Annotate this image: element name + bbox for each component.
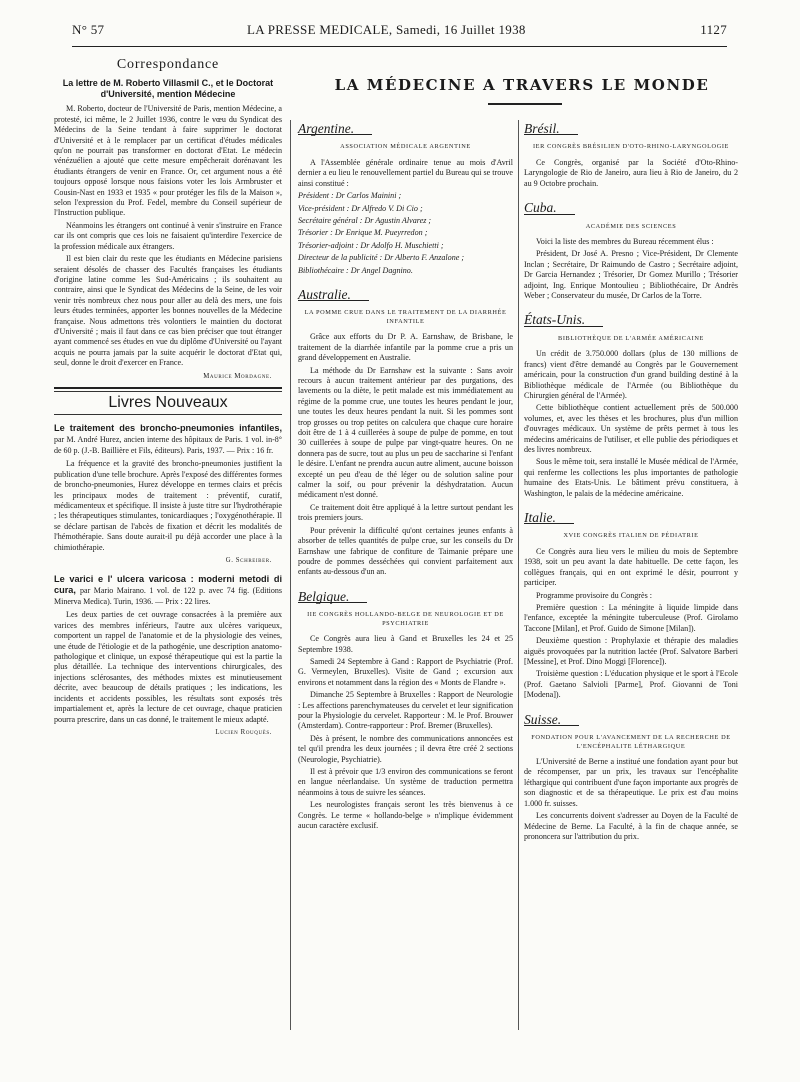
member-line: Vice-président : Dr Alfredo V. Di Cio ;: [298, 203, 423, 213]
paragraph: Ce Congrès aura lieu à Gand et Bruxelles les 24 et 25 Septembre 1938.: [298, 634, 513, 654]
paragraph: Les concurrents doivent s'adresser au Doyen de la Faculté de Médecine de Berne. La Faculté, à la fin de chaque année, se prononcera sur l'attribution du prix.: [524, 811, 738, 841]
paragraph: La fréquence et la gravité des broncho-pneumonies justifient la publication d'une telle brochure. Après l'exposé des différentes formes de broncho-pneumonies, Hurez développe en termes clairs et précis les principaux modes de traitement : préventif, curatif, médicamenteux et spécifique. Il insiste à juste titre sur l'hydrothérapie ; les thérapeutiques stimulantes, tonicardiaques ; l'oxygénothérapie. Il se déclare partisan de l'abcès de fixation et décrit les modalités de l'hémothérapie. Sans doute aurait-il pu déjà accorder une place à la chimiothérapie.: [54, 459, 282, 552]
middle-column: [298, 120, 513, 833]
header-rule: [72, 46, 727, 47]
journal-title: LA PRESSE MEDICALE, Samedi, 16 Juillet 1938: [247, 22, 526, 37]
paragraph: Dès à présent, le nombre des communications annoncées est tel qu'il prendra les deux journées ; il devra être créé 2 sections (Neurologie, Psychiatrie).: [298, 733, 513, 764]
member-line: Secrétaire général : Dr Agustin Alvarez ;: [298, 215, 432, 225]
paragraph: Ce Congrès, organisé par la Société d'Oto-Rhino-Laryngologie de Rio de Janeiro, aura lieu à Rio de Janeiro, du 2 au 9 Octobre prochain.: [524, 157, 738, 188]
paragraph: Ce traitement doit être appliqué à la lettre surtout pendant les trois premiers jours.: [298, 502, 513, 523]
section-title: Livres Nouveaux: [108, 393, 228, 411]
country-heading: États-Unis.: [524, 315, 603, 326]
member-line: Trésorier-adjoint : Dr Adolfo H. Muschietti ;: [298, 240, 444, 250]
section-rule: [54, 387, 282, 389]
page-header: [72, 22, 727, 44]
paragraph: Néanmoins les étrangers ont continué à venir s'instruire en France car ils ont compris que ces lois ne faisaient qu'interdire l'exercice de la profession médicale aux étrangers.: [54, 220, 282, 251]
article-subhead: ASSOCIATION MÉDICALE ARGENTINE: [340, 143, 471, 151]
paragraph: La méthode du Dr Earnshaw est la suivante : Sans avoir recours à aucun traitement antérieur par des purgations, des lavements ou la diète, le petit malade est mis immédiatement au régime de la pomme crue, une toutes les heures pendant le jour, une toutes les deux heures pendant la nuit. Si les pommes sont trop grosses ou trop petites on calculera que chaque cure horaire doit être de 1 à 4 cuillerées à soupe de pulpe de pomme, en tout 30 cuillerées à soupe de pulpe par vingt-quatre heures. On ne donnera pas de sucre, tout au plus un peu de saccharine si l'enfant le désire. L'enfant ne prendra aucun autre aliment, aucune boisson excepté un peu d'eau de thé léger ou de solution saline pour calmer la soif, ou pour prévenir la déshydratation. Aucun médicament n'est donné.: [298, 365, 513, 500]
country-heading: Argentine.: [298, 124, 372, 135]
paragraph: Ce Congrès aura lieu vers le milieu du mois de Septembre 1938, soit un peu avant la date habituelle. De cette façon, les collègues français, qui en ont exprimé le désir, pourront y participer.: [524, 546, 738, 588]
left-column: [54, 56, 282, 743]
article-subhead: LA POMME CRUE DANS LE TRAITEMENT DE LA DIARRHÉE INFANTILE: [304, 309, 507, 325]
issue-number: N° 57: [72, 22, 105, 37]
member-line: Président : Dr Carlos Mainini ;: [298, 191, 402, 201]
country-heading: Italie.: [524, 513, 574, 524]
paragraph: Les neurologistes français seront les très bienvenus à ce Congrès. Le terme « hollando-belge » n'implique évidemment aucun caractère exclusif.: [298, 800, 513, 831]
book-heading: [54, 423, 282, 456]
paragraph: Première question : La méningite à liquide limpide dans l'enfance, exceptée la méningite tuberculeuse (Prof. Girolamo Taccone [Milan], et Prof. Guido de Simone [Milan]).: [524, 603, 738, 633]
paragraph: Voici la liste des membres du Bureau récemment élus :: [536, 237, 714, 247]
article-subhead: FONDATION POUR L'AVANCEMENT DE LA RECHERCHE DE L'ENCÉPHALITE LÉTHARGIQUE: [531, 734, 731, 750]
paragraph: L'Université de Berne a institué une fondation ayant pour but de récompenser, par un prix, les travaux sur l'encéphalite léthargique qui contribuent d'une façon importante aux progrès de son diagnostic et de sa thérapeutique. Le prix est d'au moins 1.000 fr. suisses.: [524, 757, 738, 808]
paragraph: Un crédit de 3.750.000 dollars (plus de 130 millions de francs) vient d'être demandé au Congrès par le Gouvernement américain, pour la construction d'un grand building destiné à la Bibliothèque médicale de l'Armée (ou Bibliothèque du Chirurgien général de l'Armée).: [524, 349, 738, 400]
banner-rule: [488, 103, 562, 105]
article-subhead: IER CONGRÈS BRÉSILIEN D'OTO-RHINO-LARYNGOLOGIE: [532, 143, 729, 151]
page-number: 1127: [700, 22, 727, 37]
article-title: La lettre de M. Roberto Villasmil C., et le Doctorat d'Université, mention Médecine: [62, 78, 274, 100]
country-heading: Brésil.: [524, 124, 578, 135]
article-subhead: BIBLIOTHÈQUE DE L'ARMÉE AMÉRICAINE: [558, 334, 704, 342]
paragraph: Troisième question : L'éducation physique et le sport à l'Ecole (Prof. Gaetano Salvioli [Parme], Prof. Giovanni de Toni [Modena]).: [524, 669, 738, 700]
paragraph: Programme provisoire du Congrès :: [536, 590, 652, 600]
paragraph: Président, Dr José A. Presno ; Vice-Président, Dr Clemente Inclan ; Secrétaire, Dr Raimundo de Castro ; Secrétaire adjoint, Dr Garcia Hernandez ; Trésorier, Dr Gomez Murillo ; Trésorier adjoint, Ing. Enrique Montoulieu ; Bibliothécaire, Dr Andrès Weber ; Conservateur du musée, Dr Carlos de la Torre.: [524, 249, 738, 301]
member-line: Directeur de la publicité : Dr Alberto F. Anzalone ;: [298, 253, 465, 263]
paragraph: Deuxième question : Prophylaxie et thérapie des maladies aiguës provoquées par la nutrition lactée (Prof. Salvatore Barberi [Messine], et Prof. Dino Moggi [Florence]).: [524, 636, 738, 667]
book-title: Le varici e l' ulcera varicosa : moderni metodi di cura,: [54, 574, 282, 596]
paragraph: Il est à prévoir que 1/3 environ des communications se feront en langue néerlandaise. Un système de traduction permettra néanmoins à tous de suivre les séances.: [298, 767, 513, 797]
paragraph: Grâce aux efforts du Dr P. A. Earnshaw, de Brisbane, le traitement de la diarrhée infantile par la pomme crue a pris un grand développement en Australie.: [298, 332, 513, 363]
article-subhead: XVIE CONGRÈS ITALIEN DE PÉDIATRIE: [563, 532, 699, 540]
book-heading: [54, 574, 282, 607]
paragraph: Cette bibliothèque contient actuellement près de 500.000 volumes, et, avec les thèses et les brochures, plus d'un million d'ouvrages médicaux. Un système de prêts permet à tous les médecins américains de l'utiliser, et elle publie des périodiques et des livres nombreux.: [524, 403, 738, 455]
section-rule: [54, 391, 282, 392]
right-column: [524, 120, 738, 844]
signature: Lucien Rouquès.: [215, 728, 272, 736]
paragraph: M. Roberto, docteur de l'Université de Paris, mention Médecine, a protesté, ici même, le 2 Juillet 1936, contre le vœu du Syndicat des Médecins de la Seine tendant à faire supprimer le doctorat d'Université et à le remplacer par un certificat d'études médicales qu'on ne pourrait pas transformer en doctorat d'Etat. Le médecin vénézuélien a ajouté que cette mesure empêcherait dorénavant les étudiants étrangers de venir en France. Or, cet argument nous a été toujours opposé lorsque nous faisions voter les lois Armbruster et Cousin-Nast en 1933 et 1935 « pour protéger les fils de la Maison », selon l'expression du Prof. Fedel, membre du Conseil supérieur de l'Instruction publique.: [54, 104, 282, 218]
paragraph: Les deux parties de cet ouvrage consacrées à la première aux varices des membres inférieurs, l'autre aux ulcères variqueux, comportent un rappel de l'anatomie et de la physiologie des veines, une étude de l'étiologie et de la pathogénie, une description anatomo-pathologique et clinique, un exposé thérapeutique qui est la partie la plus détaillée. La technique des interventions chirurgicales, des injections sclérosantes, des méthodes mixtes est minutieusement décrite, avec beaucoup de détails pratiques ; les indications, les incidents et accidents possibles, les résultats sont exposés très impartialement et, après la lecture de cet ouvrage, chaque praticien pourra prescrire, dans un cas donné, le traitement le mieux adapté.: [54, 610, 282, 724]
section-title: Correspondance: [116, 57, 220, 72]
section-banner: LA MÉDECINE A TRAVERS LE MONDE: [334, 76, 710, 94]
signature: Maurice Mordagne.: [203, 372, 272, 380]
paragraph: Samedi 24 Septembre à Gand : Rapport de Psychiatrie (Prof. G. Vermeylen, Bruxelles). Visite de Gand ; excursion aux environs et notamment dans la région des « Monts de Flandre ».: [298, 656, 513, 687]
book-title: Le traitement des broncho-pneumonies infantiles,: [54, 423, 282, 434]
paragraph: Sous le même toit, sera installé le Musée médical de l'Armée, qui renferme les collections les plus importantes de pathologie humaine des Etats-Unis. Le bâtiment prévu constituera, à Washington, le palais de la médecine américaine.: [524, 457, 738, 498]
column-divider: [290, 120, 291, 1030]
book-meta: par M. André Hurez, ancien interne des hôpitaux de Paris. 1 vol. in-8° de 60 p. (J.-B. Baillière et Fils, éditeurs). Paris, 1937. — Prix : 16 fr.: [54, 435, 282, 456]
paragraph: Il est bien clair du reste que les étudiants en Médecine parisiens seraient désolés de chasser des Facultés françaises les étudiants d'origine latine comme les Sud-Américains ; ils souhaitent au contraire, ainsi que le Syndicat des Médecins de la Seine, de les voir venir très nombreux chez nous pour aller au delà des mers, une fois leurs études terminées, apporter les bonnes nouvelles de la Médecine française. Nous admettons très volontiers le maintien du doctorat d'Université ; mais il faut dans ce cas bien préciser que tout étranger ayant commencé ses études en vue du diplôme d'Université ou l'ayant acquis ne pourra jamais par la suite acquérir le doctorat d'Etat qui, seul, donne le droit d'exercer en France.: [54, 254, 282, 368]
country-heading: Cuba.: [524, 203, 575, 214]
country-heading: Australie.: [298, 290, 369, 301]
section-rule: [54, 414, 282, 415]
paragraph: A l'Assemblée générale ordinaire tenue au mois d'Avril dernier a eu lieu le renouvellement partiel du Bureau qui se trouve ainsi constitué :: [298, 157, 513, 188]
member-line: Bibliothécaire : Dr Angel Dagnino.: [298, 265, 413, 275]
paragraph: Pour prévenir la difficulté qu'ont certaines jeunes enfants à absorber de telles quantités de pulpe crue, sur les conseils du Dr Earnshaw une fabrique de confiture de Taimanie prépare une poudre de pommes desséchées qui convient parfaitement aux enfants au-dessous d'un an.: [298, 525, 513, 577]
column-divider: [518, 120, 519, 1030]
country-heading: Belgique.: [298, 592, 367, 603]
paragraph: Dimanche 25 Septembre à Bruxelles : Rapport de Neurologie : Les affections parenchymateuses du cervelet et leur signification pour la Physiologie du cervelet. Rapporteur : M. le Prof. Brouwer (Amsterdam). Contre-rapporteur : Prof. Bremer (Bruxelles).: [298, 690, 513, 731]
article-subhead: IIE CONGRÈS HOLLANDO-BELGE DE NEUROLOGIE ET DE PSYCHIATRIE: [307, 611, 504, 627]
article-subhead: ACADÉMIE DES SCIENCES: [585, 222, 677, 230]
signature: G. Schreiber.: [225, 557, 272, 565]
book-meta: par Mario Mairano. 1 vol. de 122 p. avec 74 fig. (Editions Minerva Medica). Turin, 1936. — Prix : 22 lires.: [54, 586, 282, 607]
country-heading: Suisse.: [524, 715, 579, 726]
member-line: Trésorier : Dr Enrique M. Pueyrredon ;: [298, 228, 428, 238]
